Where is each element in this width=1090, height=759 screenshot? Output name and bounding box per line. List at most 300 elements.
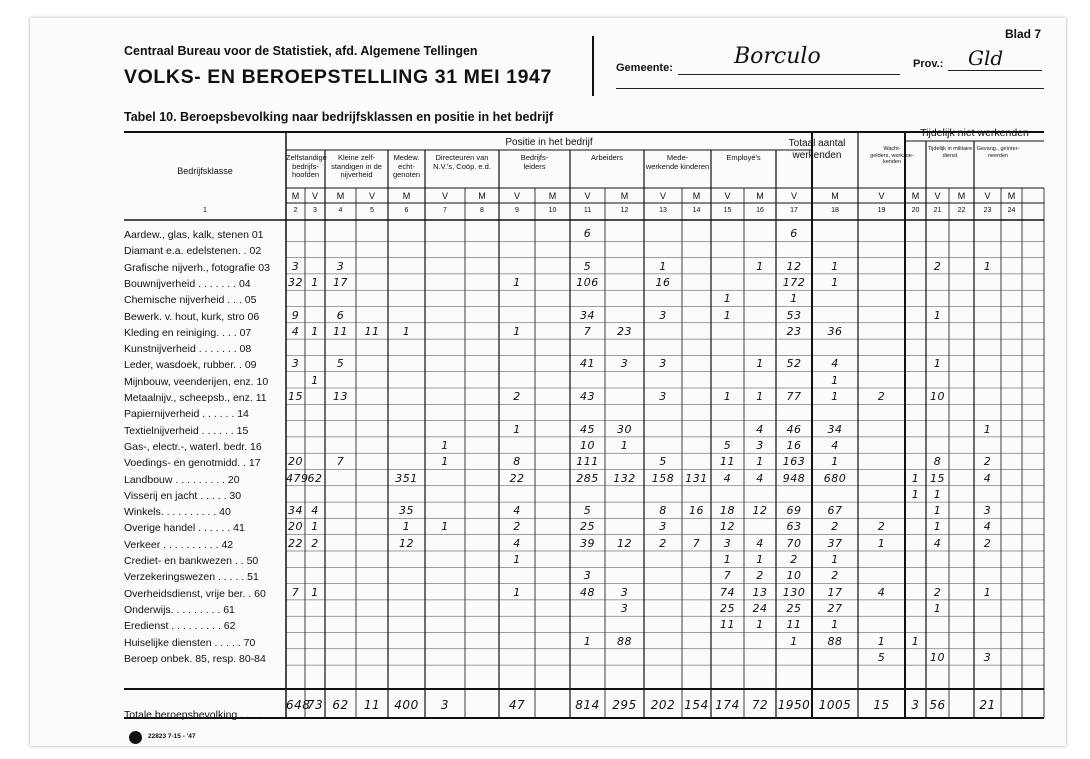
- table-cell: 4: [513, 536, 521, 550]
- row-label: Verkeer . . . . . . . . . . 42: [124, 538, 234, 551]
- row-label: Papiernijverheid . . . . . . 14: [124, 408, 249, 421]
- table-cell: 41: [580, 357, 595, 371]
- table-cell: 3: [659, 390, 667, 403]
- table-cell: 3: [291, 357, 300, 371]
- table-cell: 27: [827, 601, 843, 615]
- column-number: 18: [831, 207, 839, 214]
- table-cell: 106: [576, 275, 599, 289]
- table-cell: 1: [933, 308, 942, 322]
- table-cell: 680: [823, 471, 847, 485]
- column-number: 4: [338, 207, 343, 214]
- totals-label: Totale beroepsbevolking . . . .: [124, 709, 261, 721]
- header-group-12: Gevang., geïnter- neerden: [976, 146, 1020, 159]
- table-cell: 2: [933, 259, 942, 273]
- row-label: Bewerk. v. hout, kurk, stro 06: [124, 310, 260, 323]
- header-v: V: [441, 191, 448, 201]
- table-cell: 25: [786, 601, 802, 615]
- header-m: M: [548, 191, 557, 201]
- totals-cell: 72: [751, 698, 769, 712]
- totals-cell: 295: [612, 698, 637, 712]
- table-cell: 1: [311, 373, 319, 387]
- table-cell: 3: [983, 650, 992, 664]
- table-cell: 34: [288, 504, 303, 518]
- table-cell: 163: [782, 455, 806, 469]
- table-cell: 1: [983, 259, 992, 273]
- table-cell: 10: [930, 390, 945, 403]
- table-cell: 4: [877, 585, 886, 599]
- table-cell: 67: [827, 504, 843, 518]
- header-v: V: [878, 191, 885, 201]
- table-cell: 1: [933, 487, 942, 501]
- row-label: Diamant e.a. edelstenen. . 02: [124, 245, 262, 258]
- table-cell: 37: [827, 536, 843, 550]
- table-cell: 1: [659, 259, 667, 273]
- row-label: Textielnijverheid . . . . . . 15: [124, 424, 249, 437]
- table-cell: 1: [583, 634, 592, 648]
- table-cell: 8: [513, 455, 521, 469]
- row-label: Eredienst . . . . . . . . . 62: [124, 620, 236, 633]
- table-cell: 2: [831, 569, 839, 583]
- table-cell: 1: [756, 390, 764, 403]
- header-group-8: Employé's: [726, 153, 761, 162]
- column-number: 1: [203, 207, 207, 214]
- table-cell: 1: [790, 634, 798, 648]
- table-cell: 1: [311, 324, 319, 338]
- table-cell: 45: [580, 422, 595, 436]
- table-cell: 1: [831, 390, 839, 403]
- header-group-10: Wacht- gelders, werkzoe- kenden: [870, 146, 914, 166]
- table-cell: 74: [720, 585, 735, 599]
- column-number: 9: [515, 207, 519, 214]
- gemeente-label: Gemeente:: [616, 62, 673, 74]
- table-cell: 63: [786, 520, 802, 534]
- column-number: 2: [293, 207, 298, 214]
- table-cell: 5: [659, 455, 667, 469]
- column-number: 14: [692, 207, 701, 214]
- table-cell: 2: [877, 520, 886, 534]
- header-bedrijfsklasse: Bedrijfsklasse: [177, 166, 233, 176]
- table-cell: 7: [336, 455, 345, 469]
- header-v: V: [984, 191, 991, 201]
- table-cell: 4: [933, 536, 942, 550]
- table-cell: 2: [790, 553, 798, 566]
- prov-value: Gld: [968, 46, 1004, 70]
- header-m: M: [620, 191, 629, 201]
- header-v: V: [724, 191, 731, 201]
- row-label: Grafische nijverh., fotografie 03: [124, 261, 270, 274]
- table-cell: 1: [723, 553, 732, 566]
- row-label: Bouwnijverheid . . . . . . . 04: [124, 277, 251, 290]
- header-group-5: Bedrijfs- leiders: [520, 153, 549, 171]
- header-group-9: Totaal aantal werkenden: [788, 138, 846, 161]
- table-cell: 23: [786, 324, 802, 338]
- table-cell: 1: [441, 520, 449, 534]
- totals-cell: 56: [929, 698, 946, 712]
- table-cell: 34: [580, 308, 595, 322]
- totals-cell: 202: [650, 698, 676, 712]
- table-cell: 7: [583, 324, 592, 338]
- table-cell: 2: [983, 536, 992, 550]
- table-cell: 3: [983, 504, 992, 518]
- header-group-4: Directeuren van N.V.'s, Coöp. e.d.: [433, 153, 491, 171]
- table-cell: 1: [877, 634, 886, 648]
- totals-cell: 73: [306, 698, 324, 712]
- row-label: Overheidsdienst, vrije ber. . 60: [124, 587, 266, 600]
- row-label: Chemische nijverheid . . . 05: [124, 294, 257, 307]
- table-cell: 12: [720, 520, 735, 534]
- table-cell: 8: [659, 504, 667, 518]
- totals-cell: 62: [332, 698, 349, 712]
- table-cell: 4: [723, 471, 732, 485]
- table-cell: 3: [723, 536, 732, 550]
- footer-code: 22823 7-15 - '47: [148, 733, 196, 740]
- table-cell: 17: [827, 585, 843, 599]
- blad-number: Blad 7: [1005, 27, 1042, 41]
- table-cell: 11: [364, 324, 380, 338]
- table-cell: 1: [756, 553, 764, 566]
- table-cell: 62: [307, 471, 323, 485]
- totals-cell: 47: [508, 698, 526, 712]
- column-number: 15: [723, 207, 732, 214]
- column-number: 23: [983, 207, 992, 214]
- table-cell: 4: [311, 504, 319, 518]
- table-cell: 1: [311, 585, 319, 599]
- table-cell: 2: [756, 569, 764, 583]
- table-cell: 1: [911, 471, 920, 485]
- row-label: Gas-, electr.-, waterl. bedr. 16: [124, 440, 262, 453]
- table-cell: 4: [983, 520, 992, 534]
- row-label: Huiselijke diensten . . . . . 70: [124, 636, 256, 649]
- header-m: M: [291, 191, 300, 201]
- header-group-1: Zelfstandige bedrijfs- hoofden: [286, 153, 327, 180]
- header-m: M: [336, 191, 345, 201]
- table-cell: 3: [659, 357, 667, 371]
- table-cell: 23: [617, 324, 632, 338]
- header-group-2: Kleine zelf- standigen in de nijverheid: [331, 153, 382, 180]
- table-cell: 1: [933, 601, 942, 615]
- column-number: 10: [548, 207, 557, 214]
- header-v: V: [934, 191, 941, 201]
- table-cell: 16: [655, 275, 671, 289]
- row-label: Verzekeringswezen . . . . . 51: [124, 571, 259, 584]
- column-number: 8: [480, 207, 484, 214]
- column-number: 24: [1007, 207, 1016, 214]
- totals-cell: 3: [911, 698, 920, 712]
- table-cell: 16: [786, 438, 802, 452]
- table-cell: 1: [513, 553, 521, 566]
- table-cell: 1: [723, 292, 732, 306]
- table-cell: 11: [720, 618, 735, 632]
- table-cell: 5: [877, 650, 886, 664]
- table-cell: 88: [617, 634, 632, 648]
- table-cell: 25: [580, 520, 595, 534]
- table-cell: 3: [659, 308, 667, 322]
- table-cell: 2: [513, 390, 521, 403]
- table-cell: 53: [786, 308, 802, 322]
- table-cell: 1: [756, 618, 764, 632]
- table-cell: 172: [782, 275, 806, 289]
- table-cell: 15: [930, 471, 945, 485]
- header-m: M: [911, 191, 920, 201]
- table-cell: 8: [933, 455, 942, 469]
- table-cell: 22: [509, 471, 525, 485]
- row-label: Voedings- en genotmidd. . 17: [124, 457, 261, 470]
- header-group-11: Tijdelijk in militaire dienst: [927, 146, 973, 159]
- row-label: Winkels. . . . . . . . . . 40: [124, 506, 231, 519]
- table-cell: 18: [720, 504, 735, 518]
- row-label: Kunstnijverheid . . . . . . . 08: [124, 343, 252, 356]
- row-label: Onderwijs. . . . . . . . . 61: [124, 603, 235, 616]
- table-cell: 34: [827, 422, 843, 436]
- table-cell: 4: [756, 471, 764, 485]
- prov-label: Prov.:: [913, 58, 944, 70]
- bureau-line: Centraal Bureau voor de Statistiek, afd. Algemene Tellingen: [124, 44, 478, 58]
- table-cell: 1: [441, 455, 449, 469]
- table-cell: 2: [659, 536, 667, 550]
- header-m: M: [692, 191, 701, 201]
- table-cell: 1: [877, 536, 886, 550]
- row-label: Metaalnijv., scheepsb., enz. 11: [124, 392, 267, 404]
- header-m: M: [957, 191, 966, 201]
- column-number: 6: [404, 207, 409, 214]
- table-cell: 6: [336, 308, 345, 322]
- table-cell: 3: [620, 585, 629, 599]
- table-cell: 3: [336, 259, 345, 273]
- table-cell: 1: [911, 487, 920, 501]
- table-cell: 10: [786, 569, 802, 583]
- table-cell: 4: [291, 324, 300, 338]
- totals-cell: 400: [394, 698, 419, 712]
- table-cell: 9: [291, 308, 300, 322]
- table-cell: 131: [685, 471, 708, 485]
- table-cell: 52: [786, 357, 802, 371]
- table-cell: 48: [580, 585, 595, 599]
- row-label: Visserij en jacht . . . . . 30: [124, 489, 242, 502]
- table-cell: 1: [513, 324, 521, 338]
- column-number: 11: [583, 207, 592, 214]
- column-number: 12: [620, 207, 629, 214]
- totals-cell: 814: [575, 698, 600, 712]
- table-cell: 24: [752, 601, 768, 615]
- header-group-6: Arbeiders: [590, 153, 624, 162]
- table-cell: 3: [659, 520, 667, 534]
- table-cell: 1: [441, 438, 449, 452]
- table-cell: 3: [583, 569, 592, 583]
- table-cell: 1: [756, 455, 764, 469]
- column-number: 17: [790, 207, 798, 214]
- table-cell: 13: [752, 585, 768, 599]
- table-cell: 7: [723, 569, 732, 583]
- table-cell: 11: [786, 618, 802, 632]
- table-cell: 1: [933, 504, 942, 518]
- table-cell: 1: [790, 292, 798, 306]
- table-cell: 479: [286, 471, 309, 485]
- table-cell: 1: [831, 259, 839, 273]
- table-cell: 10: [580, 438, 595, 452]
- table-cell: 10: [930, 650, 945, 664]
- totals-cell: 1005: [818, 698, 852, 712]
- row-label: Landbouw . . . . . . . . . 20: [124, 473, 240, 486]
- table-cell: 20: [288, 455, 303, 469]
- table-cell: 1: [831, 275, 839, 289]
- header-v: V: [368, 191, 375, 201]
- totals-cell: 21: [979, 698, 996, 712]
- table-cell: 2: [831, 520, 839, 534]
- table-cell: 17: [333, 275, 348, 289]
- table-cell: 1: [831, 373, 839, 387]
- table-cell: 1: [933, 520, 942, 534]
- row-label: Aardew., glas, kalk, stenen 01: [124, 229, 264, 241]
- table-cell: 1: [831, 618, 839, 632]
- header-v: V: [513, 191, 520, 201]
- header-m: M: [478, 191, 486, 201]
- table-cell: 158: [651, 471, 675, 485]
- table-cell: 12: [786, 259, 802, 273]
- table-cell: 15: [288, 390, 303, 403]
- table-cell: 5: [583, 504, 592, 518]
- table-cell: 4: [831, 438, 839, 452]
- table-cell: 3: [620, 601, 629, 615]
- table-cell: 2: [877, 390, 886, 403]
- table-cell: 351: [395, 471, 418, 485]
- totals-cell: 15: [873, 698, 890, 712]
- row-label: Crediet- en bankwezen . . 50: [124, 555, 259, 567]
- table-cell: 1: [723, 308, 732, 322]
- table-cell: 36: [827, 324, 843, 338]
- column-number: 16: [756, 207, 764, 214]
- totals-cell: 11: [363, 698, 381, 712]
- table-cell: 1: [831, 455, 839, 469]
- row-label: Overige handel . . . . . . 41: [124, 522, 245, 535]
- header-m: M: [756, 191, 764, 201]
- table-cell: 11: [720, 455, 735, 469]
- table-cell: 12: [399, 536, 414, 550]
- table-cell: 1: [513, 275, 521, 289]
- header-group-3: Medew. echt- genoten: [392, 153, 421, 180]
- table-cell: 46: [786, 422, 802, 436]
- table-cell: 1: [513, 422, 521, 436]
- table-cell: 5: [723, 438, 732, 452]
- form-title: VOLKS- EN BEROEPSTELLING 31 MEI 1947: [124, 66, 552, 88]
- column-number: 3: [313, 207, 317, 214]
- table-cell: 5: [336, 357, 345, 371]
- table-cell: 12: [617, 536, 632, 550]
- table-cell: 1: [756, 259, 764, 273]
- footer-logo: [129, 731, 142, 744]
- table-cell: 7: [692, 536, 701, 550]
- table-cell: 3: [620, 357, 629, 371]
- table-cell: 1: [831, 553, 839, 566]
- table-cell: 4: [983, 471, 992, 485]
- column-number: 21: [933, 207, 942, 214]
- table-cell: 1: [402, 520, 411, 534]
- table-cell: 16: [689, 504, 704, 518]
- table-cell: 5: [583, 259, 592, 273]
- table-cell: 130: [782, 585, 806, 599]
- table-cell: 1: [513, 585, 521, 599]
- table-cell: 1: [933, 357, 942, 371]
- table-cell: 25: [720, 601, 735, 615]
- table-cell: 1: [983, 422, 992, 436]
- table-cell: 948: [782, 471, 806, 485]
- totals-cell: 1950: [777, 698, 811, 712]
- table-cell: 1: [983, 585, 992, 599]
- totals-cell: 174: [715, 698, 740, 712]
- table-cell: 35: [399, 504, 414, 518]
- table-cell: 1: [402, 324, 411, 338]
- table-cell: 3: [291, 259, 300, 273]
- table-cell: 39: [580, 536, 595, 550]
- table-cell: 1: [756, 357, 764, 371]
- table-cell: 2: [933, 585, 942, 599]
- row-label: Mijnbouw, veenderijen, enz. 10: [124, 375, 269, 388]
- totals-cell: 3: [440, 698, 450, 712]
- table-cell: 7: [291, 585, 300, 599]
- table-cell: 1: [620, 438, 629, 452]
- table-cell: 43: [580, 390, 595, 403]
- column-number: 13: [659, 207, 667, 214]
- table-title: Tabel 10. Beroepsbevolking naar bedrijfsklassen en positie in het bedrijf: [124, 110, 554, 124]
- column-number: 22: [957, 207, 966, 214]
- table-cell: 285: [576, 471, 599, 485]
- header-v: V: [311, 191, 318, 201]
- table-cell: 6: [790, 227, 798, 240]
- table-cell: 4: [756, 536, 764, 550]
- column-number: 5: [370, 207, 374, 214]
- table-cell: 1: [311, 275, 319, 289]
- table-cell: 4: [513, 504, 521, 518]
- table-cell: 70: [786, 536, 802, 550]
- row-label: Beroep onbek. 85, resp. 80-84: [124, 652, 266, 665]
- column-number: 7: [443, 207, 447, 214]
- totals-cell: 154: [684, 698, 709, 712]
- table-cell: 11: [333, 324, 348, 338]
- table-cell: 132: [613, 471, 636, 485]
- table-cell: 13: [333, 390, 348, 403]
- table-cell: 77: [786, 390, 802, 403]
- header-tijdelijk-group: Tijdelijk niet werkenden: [920, 127, 1029, 139]
- totals-cell: 648: [286, 698, 311, 712]
- table-cell: 1: [911, 634, 920, 648]
- table-cell: 69: [786, 504, 802, 518]
- table-cell: 20: [288, 520, 303, 534]
- header-m: M: [1007, 191, 1016, 201]
- header-v: V: [790, 191, 797, 201]
- table-cell: 32: [288, 275, 303, 289]
- header-positie-group: Positie in het bedrijf: [505, 137, 593, 148]
- table-cell: 2: [513, 520, 521, 534]
- column-number: 20: [911, 207, 920, 214]
- table-cell: 1: [311, 520, 319, 534]
- header-v: V: [584, 191, 591, 201]
- table-cell: 3: [756, 438, 764, 452]
- table-cell: 1: [723, 390, 732, 403]
- table-cell: 2: [983, 455, 992, 469]
- table-cell: 111: [576, 455, 599, 469]
- header-m: M: [831, 191, 839, 201]
- table-cell: 12: [752, 504, 768, 518]
- header-group-7: Mede- werkende kinderen: [645, 153, 710, 171]
- table-cell: 4: [831, 357, 839, 371]
- row-label: Kleding en reiniging. . . . 07: [124, 326, 252, 339]
- table-cell: 30: [617, 422, 632, 436]
- gemeente-value: Borculo: [734, 44, 821, 69]
- header-m: M: [402, 191, 411, 201]
- header-v: V: [659, 191, 666, 201]
- row-label: Leder, wasdoek, rubber. . 09: [124, 359, 257, 372]
- table-cell: 2: [311, 536, 319, 550]
- table-cell: 6: [583, 227, 592, 240]
